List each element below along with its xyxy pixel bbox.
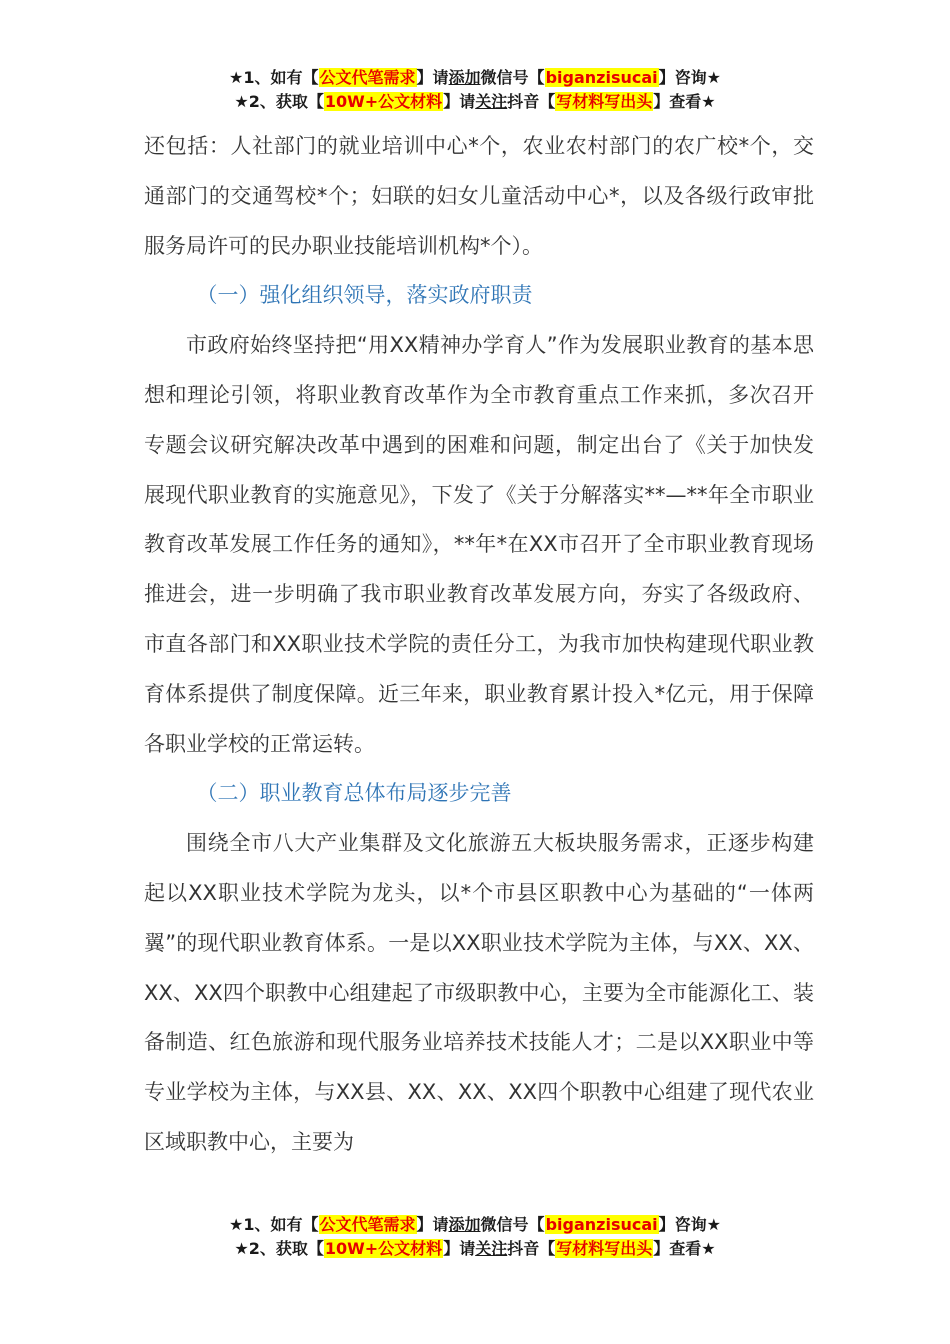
promo-text: 】请 (443, 1239, 476, 1258)
promo-highlight: 公文代笔需求 (319, 68, 416, 87)
promo-underline: 关注 (475, 1239, 508, 1258)
promo-banner-top (0, 66, 950, 114)
promo-text: 】请 (443, 92, 476, 111)
paragraph: 围绕全市八大产业集群及文化旅游五大板块服务需求，正逐步构建起以XX职业技术学院为龙头，以*个市县区职教中心为基础的“一体两翼”的现代职业教育体系。一是以XX职业技术学院为主体，与XX、XX、XX、XX四个职教中心组建起了市级职教中心，主要为全市能源化工、装备制造、红色旅游和现代服务业培养技术技能人才；二是以XX职业中等专业学校为主体，与XX县、XX、XX、XX四个职教中心组建了现代农业区域职教中心，主要为 (144, 831, 814, 1154)
promo-text: 】请 (416, 1215, 449, 1234)
promo-text: 】咨询★ (658, 1215, 721, 1234)
paragraph: 市政府始终坚持把“用XX精神办学育人”作为发展职业教育的基本思想和理论引领，将职业教育改革作为全市教育重点工作来抓，多次召开专题会议研究解决改革中遇到的困难和问题，制定出台了《关于加快发展现代职业教育的实施意见》，下发了《关于分解落实**—**年全市职业教育改革发展工作任务的通知》，**年*在XX市召开了全市职业教育现场推进会，进一步明确了我市职业教育改革发展方向，夯实了各级政府、市直各部门和XX职业技术学院的责任分工，为我市加快构建现代职业教育体系提供了制度保障。近三年来，职业教育累计投入*亿元，用于保障各职业学校的正常运转。 (144, 333, 814, 756)
promo-text: 】查看★ (653, 92, 716, 111)
promo-line-1 (0, 66, 950, 90)
promo-text: 微信号【 (480, 1215, 545, 1234)
promo-line-2 (0, 90, 950, 114)
promo-text: ★1、如有【 (229, 68, 319, 87)
promo-text: 微信号【 (480, 68, 545, 87)
wechat-id-highlight: biganzisucai (545, 1215, 658, 1234)
promo-highlight: 10W+公文材料 (324, 92, 443, 111)
promo-line-2 (0, 1237, 950, 1261)
paragraph: 还包括：人社部门的就业培训中心*个，农业农村部门的农广校*个，交通部门的交通驾校*个；妇联的妇女儿童活动中心*，以及各级行政审批服务局许可的民办职业技能培训机构*个）。 (144, 134, 814, 258)
promo-text: 抖音【 (507, 1239, 556, 1258)
promo-underline: 关注 (475, 92, 508, 111)
promo-highlight: 10W+公文材料 (324, 1239, 443, 1258)
section-heading: （一）强化组织领导，落实政府职责 (196, 283, 533, 308)
promo-text: ★2、获取【 (234, 1239, 324, 1258)
promo-text: 抖音【 (507, 92, 556, 111)
promo-underline: 添加 (448, 68, 481, 87)
promo-text: 】查看★ (653, 1239, 716, 1258)
promo-text: ★2、获取【 (234, 92, 324, 111)
promo-highlight: 公文代笔需求 (319, 1215, 416, 1234)
promo-text: 】请 (416, 68, 449, 87)
promo-banner-bottom (0, 1213, 950, 1261)
promo-text: ★1、如有【 (229, 1215, 319, 1234)
document-body (144, 122, 814, 1168)
promo-line-1 (0, 1213, 950, 1237)
section-heading: （二）职业教育总体布局逐步完善 (196, 781, 512, 806)
promo-underline: 添加 (448, 1215, 481, 1234)
promo-text: 】咨询★ (658, 68, 721, 87)
douyin-id-highlight: 写材料写出头 (556, 92, 653, 111)
wechat-id-highlight: biganzisucai (545, 68, 658, 87)
douyin-id-highlight: 写材料写出头 (556, 1239, 653, 1258)
